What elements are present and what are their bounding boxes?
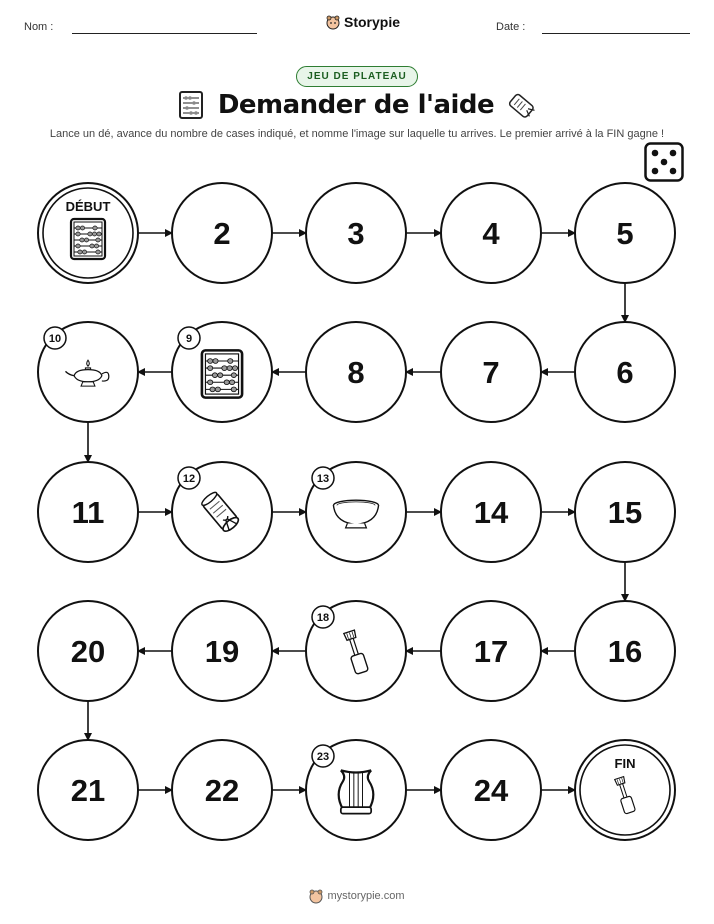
space-number: 5 <box>616 216 634 251</box>
abacus-icon <box>71 219 105 259</box>
name-label: Nom : <box>24 21 54 33</box>
board-space-19 <box>172 601 272 701</box>
board-space-20 <box>38 601 138 701</box>
storypie-logo-icon <box>309 888 323 904</box>
brand-name: Storypie <box>344 14 401 30</box>
board-space-3 <box>306 183 406 283</box>
board-space-8 <box>306 322 406 422</box>
board-space-5 <box>575 183 675 283</box>
board-space-12 <box>172 462 272 562</box>
board-space-4 <box>441 183 541 283</box>
board-space-22 <box>172 740 272 840</box>
page-title: Demander de l'aide <box>217 90 495 120</box>
board-space-23 <box>306 740 406 840</box>
board-space-10 <box>38 322 138 422</box>
space-number: 16 <box>607 634 643 669</box>
board-space-24 <box>441 740 541 840</box>
start-space <box>38 183 138 283</box>
board-space-15 <box>575 462 675 562</box>
space-number: 8 <box>347 355 365 390</box>
space-number: 18 <box>316 612 330 624</box>
footer <box>0 888 714 904</box>
space-number: 14 <box>473 495 509 530</box>
space-number: 9 <box>185 333 193 345</box>
space-number: 21 <box>70 773 106 808</box>
board-space-13 <box>306 462 406 562</box>
board-space-21 <box>38 740 138 840</box>
board-space-11 <box>38 462 138 562</box>
finish-label: FIN <box>614 756 636 771</box>
space-number: 6 <box>616 355 634 390</box>
board-space-14 <box>441 462 541 562</box>
finish-space <box>575 740 675 840</box>
board-space-16 <box>575 601 675 701</box>
space-number: 22 <box>204 773 240 808</box>
space-number: 2 <box>213 216 231 251</box>
space-number: 13 <box>316 473 330 485</box>
board-space-18 <box>306 601 406 701</box>
board-space-2 <box>172 183 272 283</box>
space-number: 4 <box>482 216 500 251</box>
board-space-9 <box>172 322 272 422</box>
board-space-7 <box>441 322 541 422</box>
footer-site: mystorypie.com <box>327 890 405 902</box>
space-number: 3 <box>347 216 365 251</box>
space-number: 15 <box>607 495 643 530</box>
space-number: 10 <box>48 333 62 345</box>
space-number: 12 <box>182 473 196 485</box>
space-number: 11 <box>71 495 105 530</box>
space-number: 24 <box>473 773 509 808</box>
game-type-badge: JEU DE PLATEAU <box>296 66 417 87</box>
start-label: DÉBUT <box>65 199 111 214</box>
space-number: 17 <box>473 634 509 669</box>
board-space-6 <box>575 322 675 422</box>
date-label: Date : <box>496 21 526 33</box>
abacus-icon <box>202 350 242 397</box>
space-number: 20 <box>70 634 106 669</box>
board-space-17 <box>441 601 541 701</box>
instructions: Lance un dé, avance du nombre de cases indiqué, et nomme l'image sur laquelle tu arrives. Le premier arrivé à la FIN gagne ! <box>49 128 665 140</box>
space-number: 19 <box>204 634 240 669</box>
space-number: 7 <box>482 355 500 390</box>
space-number: 23 <box>316 751 330 763</box>
